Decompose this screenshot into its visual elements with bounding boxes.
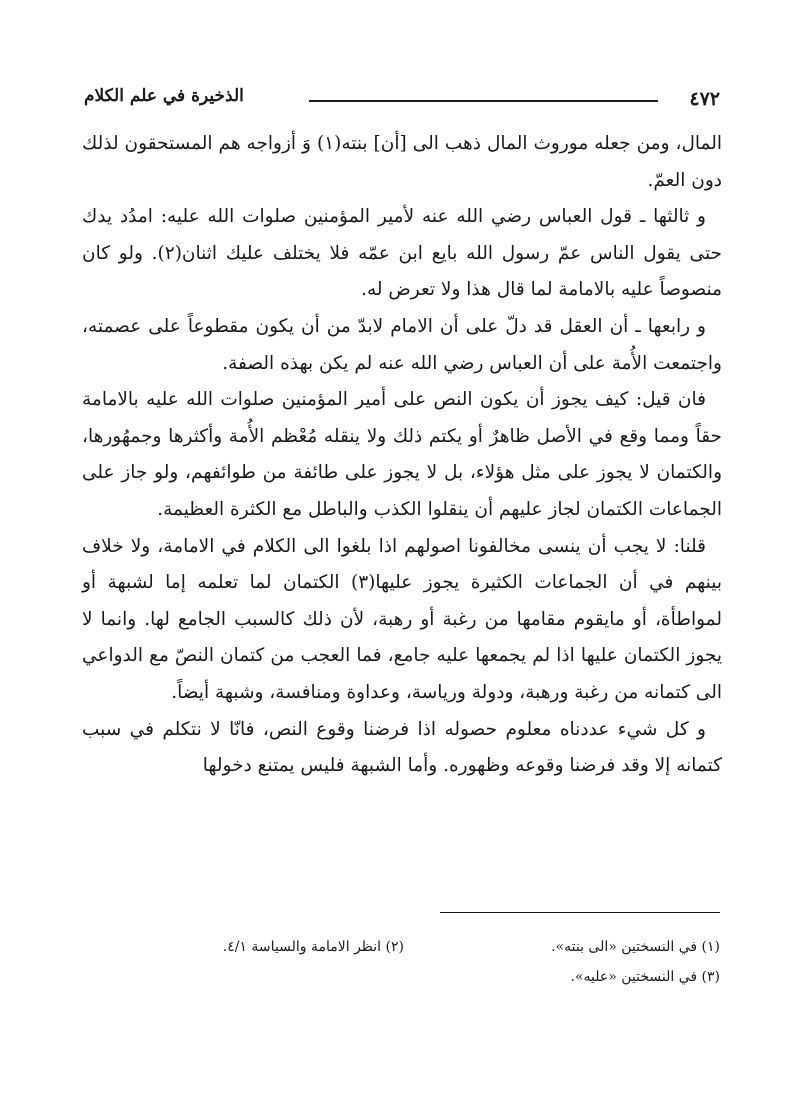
footnote-1: (١) في النسختين «الى بنته». (551, 939, 720, 955)
page-number: ٤٧٢ (689, 88, 720, 110)
footnote-rule (440, 912, 720, 913)
paragraph: فان قيل: كيف يجوز أن يكون النص على أمير المؤمنين صلوات الله عليه بالامامة حقاً ومما وقع في الأصل ظاهرٌ أو يكتم ذلك ولا ينقله مُعْظم الأُمة وأكثرها وجمهُورها، والكتمان لا يجوز على مثل هؤلاء، بل لا يجوز على طائفة من طوائفهم، ولو جاز على الجماعات الكتمان لجاز عليهم أن ينقلوا الكذب والباطل مع الكثرة العظيمة. (82, 389, 722, 520)
paragraph: قلنا: لا يجب أن ينسى مخالفونا اصولهم اذا بلغوا الى الكلام في الامامة، ولا خلاف بينهم في أن الجماعات الكثيرة يجوز عليها(٣) الكتمان لما تعلمه إما لشبهة أو لمواطأة، أو مايقوم مقامها من رغبة أو رهبة، لأن ذلك كالسبب الجامع لها. وانما لا يجوز الكتمان عليها اذا لم يجمعها عليه جامع، فما العجب من كتمان النصّ مع الدواعي الى كتمانه من رغبة ورهبة، ودولة ورياسة، وعداوة ومنافسة، وشبهة أيضاً. (82, 535, 722, 703)
footnote-2: (٢) انظر الامامة والسياسة ٤/١. (222, 939, 404, 955)
header-rule (309, 100, 658, 102)
paragraph: و رابعها ـ أن العقل قد دلّ على أن الامام لابدّ من أن يكون مقطوعاً على عصمته، واجتمعت الأُمة على أن العباس رضي الله عنه لم يكن بهذه الصفة. (82, 315, 722, 374)
paragraph: و كل شيء عددناه معلوم حصوله اذا فرضنا وقوع النص، فانّا لا نتكلم في سبب كتمانه إلا وقد فرضنا وقوعه وظهوره. وأما الشبهة فليس يمتنع دخولها (82, 718, 722, 777)
paragraph: المال، ومن جعله موروث المال ذهب الى [أن] بنته(١) وَ أزواجه هم المستحقون لذلك دون العمّ. (82, 133, 723, 191)
running-title: الذخيرة في علم الكلام (84, 86, 244, 106)
paragraph: و ثالثها ـ قول العباس رضي الله عنه لأمير المؤمنين صلوات الله عليه: امدُد يدك حتى يقول الناس عمّ رسول الله بايع ابن عمّه فلا يختلف عليك اثنان(٢). ولو كان منصوصاً عليه بالامامة لما قال هذا ولا تعرض له. (82, 206, 722, 301)
footnote-3: (٣) في النسختين «عليه». (570, 969, 720, 985)
footnotes (84, 932, 720, 992)
main-text (82, 126, 722, 785)
page-header (84, 86, 720, 116)
